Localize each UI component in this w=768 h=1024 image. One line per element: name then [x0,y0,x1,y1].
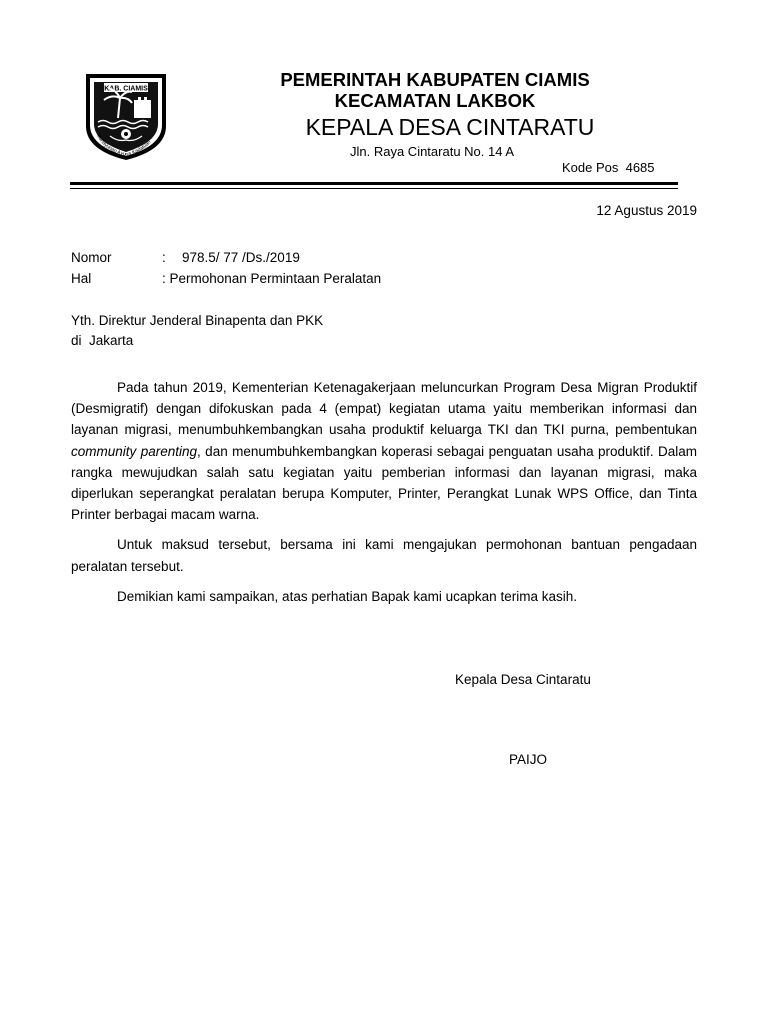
hal-value: : Permohonan Permintaan Peralatan [162,271,382,286]
logo-motto: Mahayunan Ayuna Kadatuan [94,132,153,159]
nomor-label: Nomor [71,250,112,265]
body-paragraph-3: Demikian kami sampaikan, atas perhatian Bapak kami ucapkan terima kasih. [117,588,577,604]
letterhead-address: Jln. Raya Cintaratu No. 14 A [350,144,515,159]
letterhead-divider-thin [70,188,678,189]
recipient-location: di Jakarta [71,333,134,348]
nomor-colon: : [162,250,166,265]
nomor-value: 978.5/ 77 /Ds./2019 [182,250,300,265]
italic-phrase: community parenting [71,443,197,459]
letter-date: 12 Agustus 2019 [596,203,697,218]
hal-label: Hal [71,271,92,286]
signature-title: Kepala Desa Cintaratu [455,672,591,687]
letter-body [71,377,697,616]
svg-text:KAB. CIAMIS: KAB. CIAMIS [104,85,148,93]
letterhead-divider-thick [70,182,678,185]
letterhead-line-kecamatan: KECAMATAN LAKBOK [334,90,536,111]
letterhead-postal-code: Kode Pos 4685 [562,160,655,175]
recipient-line: Yth. Direktur Jenderal Binapenta dan PKK [71,313,324,328]
letterhead-line-desa: KEPALA DESA CINTARATU [305,114,595,140]
kabupaten-ciamis-emblem-icon [80,70,172,162]
signature-name: PAIJO [509,752,548,767]
body-paragraph-2: Untuk maksud tersebut, bersama ini kami mengajukan permohonan bantuan pengadaan peralatan tersebut. [71,537,697,574]
letterhead-line-pemerintah: PEMERINTAH KABUPATEN CIAMIS [280,69,590,90]
body-paragraph-1: Pada tahun 2019, Kementerian Ketenagakerjaan meluncurkan Program Desa Migran Produktif (Desmigratif) dengan difokuskan pada 4 (empat) kegiatan utama yaitu memberikan informasi dan layanan migrasi, menumbuhkembangkan usaha produktif keluarga TKI dan TKI purna, pembentukan community parenting, dan menumbuhkembangkan koperasi sebagai penguatan usaha produktif. Dalam rangka mewujudkan salah satu kegiatan yaitu pemberian informasi dan layanan migrasi, maka diperlukan seperangkat peralatan berupa Komputer, Printer, Perangkat Lunak WPS Office, dan Tinta Printer berbagai macam warna. [71,380,698,523]
